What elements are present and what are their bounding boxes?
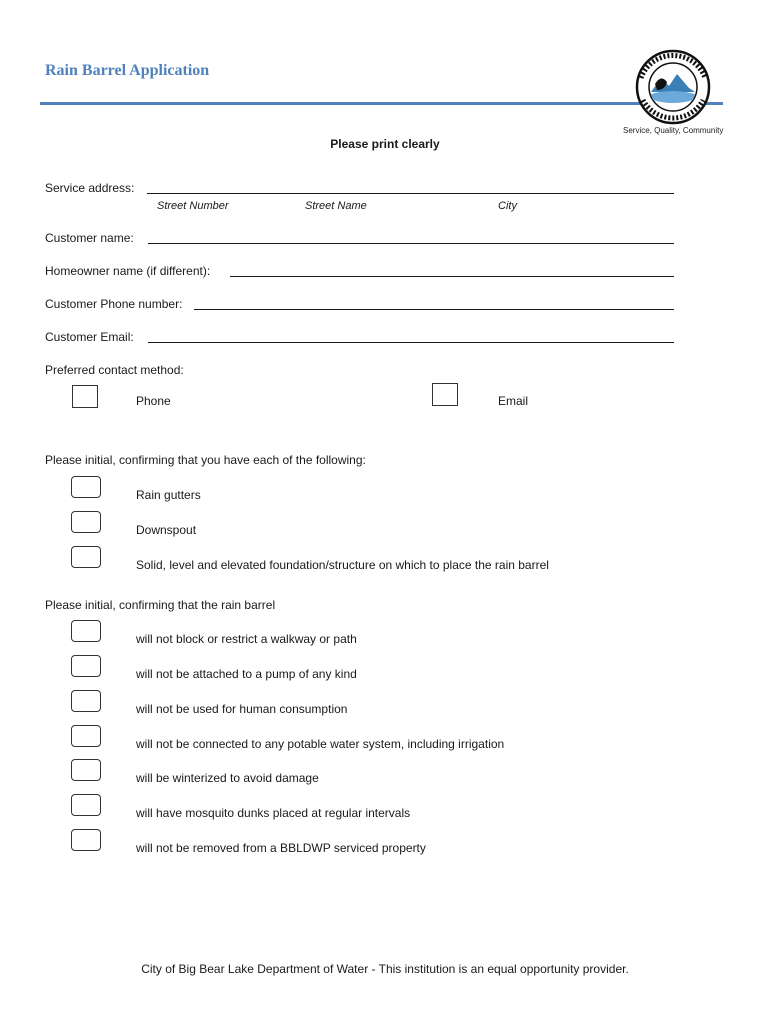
- phone-option-label: Phone: [136, 394, 171, 408]
- list-item: Downspout: [136, 523, 197, 537]
- list-item: will not be removed from a BBLDWP serviced property: [136, 841, 426, 855]
- initial-box-not-removed[interactable]: [71, 829, 101, 851]
- initial-box-rain-gutters[interactable]: [71, 476, 101, 498]
- email-option-label: Email: [498, 394, 529, 408]
- customer-name-label: Customer name:: [45, 231, 134, 245]
- list-item: Rain gutters: [136, 488, 201, 502]
- homeowner-name-field[interactable]: [230, 276, 674, 277]
- initial-box-foundation[interactable]: [71, 546, 101, 568]
- email-checkbox[interactable]: [432, 383, 458, 406]
- section1-heading: Please initial, confirming that you have each of the following:: [45, 453, 366, 467]
- customer-email-field[interactable]: [148, 342, 674, 343]
- initial-box-downspout[interactable]: [71, 511, 101, 533]
- list-item: will not be connected to any potable water system, including irrigation: [136, 737, 505, 751]
- instructions-text: Please print clearly: [330, 137, 440, 151]
- list-item: Solid, level and elevated foundation/structure on which to place the rain barrel: [136, 558, 549, 572]
- list-item: will be winterized to avoid damage: [136, 771, 319, 785]
- list-item: will have mosquito dunks placed at regular intervals: [136, 806, 411, 820]
- list-item: will not be attached to a pump of any kind: [136, 667, 357, 681]
- initial-box-winterized[interactable]: [71, 759, 101, 781]
- list-item: will not block or restrict a walkway or path: [136, 632, 357, 646]
- homeowner-name-label: Homeowner name (if different):: [45, 264, 211, 278]
- city-caption: City: [498, 200, 517, 212]
- service-address-field[interactable]: [147, 193, 674, 194]
- page-title: Rain Barrel Application: [45, 62, 210, 79]
- initial-box-consumption[interactable]: [71, 690, 101, 712]
- logo-tagline: Service, Quality, Community: [623, 126, 724, 135]
- list-item: will not be used for human consumption: [136, 702, 348, 716]
- initial-box-potable[interactable]: [71, 725, 101, 747]
- initial-box-mosquito[interactable]: [71, 794, 101, 816]
- contact-method-label: Preferred contact method:: [45, 363, 184, 377]
- footer-text: City of Big Bear Lake Department of Water - This institution is an equal opportunity provider.: [141, 962, 629, 976]
- phone-checkbox[interactable]: [72, 385, 98, 408]
- section2-heading: Please initial, confirming that the rain barrel: [45, 598, 276, 612]
- customer-name-field[interactable]: [148, 243, 674, 244]
- initial-box-walkway[interactable]: [71, 620, 101, 642]
- service-address-label: Service address:: [45, 181, 135, 195]
- customer-phone-field[interactable]: [194, 309, 674, 310]
- initial-box-pump[interactable]: [71, 655, 101, 677]
- customer-email-label: Customer Email:: [45, 330, 134, 344]
- header-divider: [40, 102, 723, 105]
- city-seal-logo: [631, 48, 715, 126]
- street-number-caption: Street Number: [157, 200, 229, 212]
- customer-phone-label: Customer Phone number:: [45, 297, 183, 311]
- street-name-caption: Street Name: [305, 200, 367, 212]
